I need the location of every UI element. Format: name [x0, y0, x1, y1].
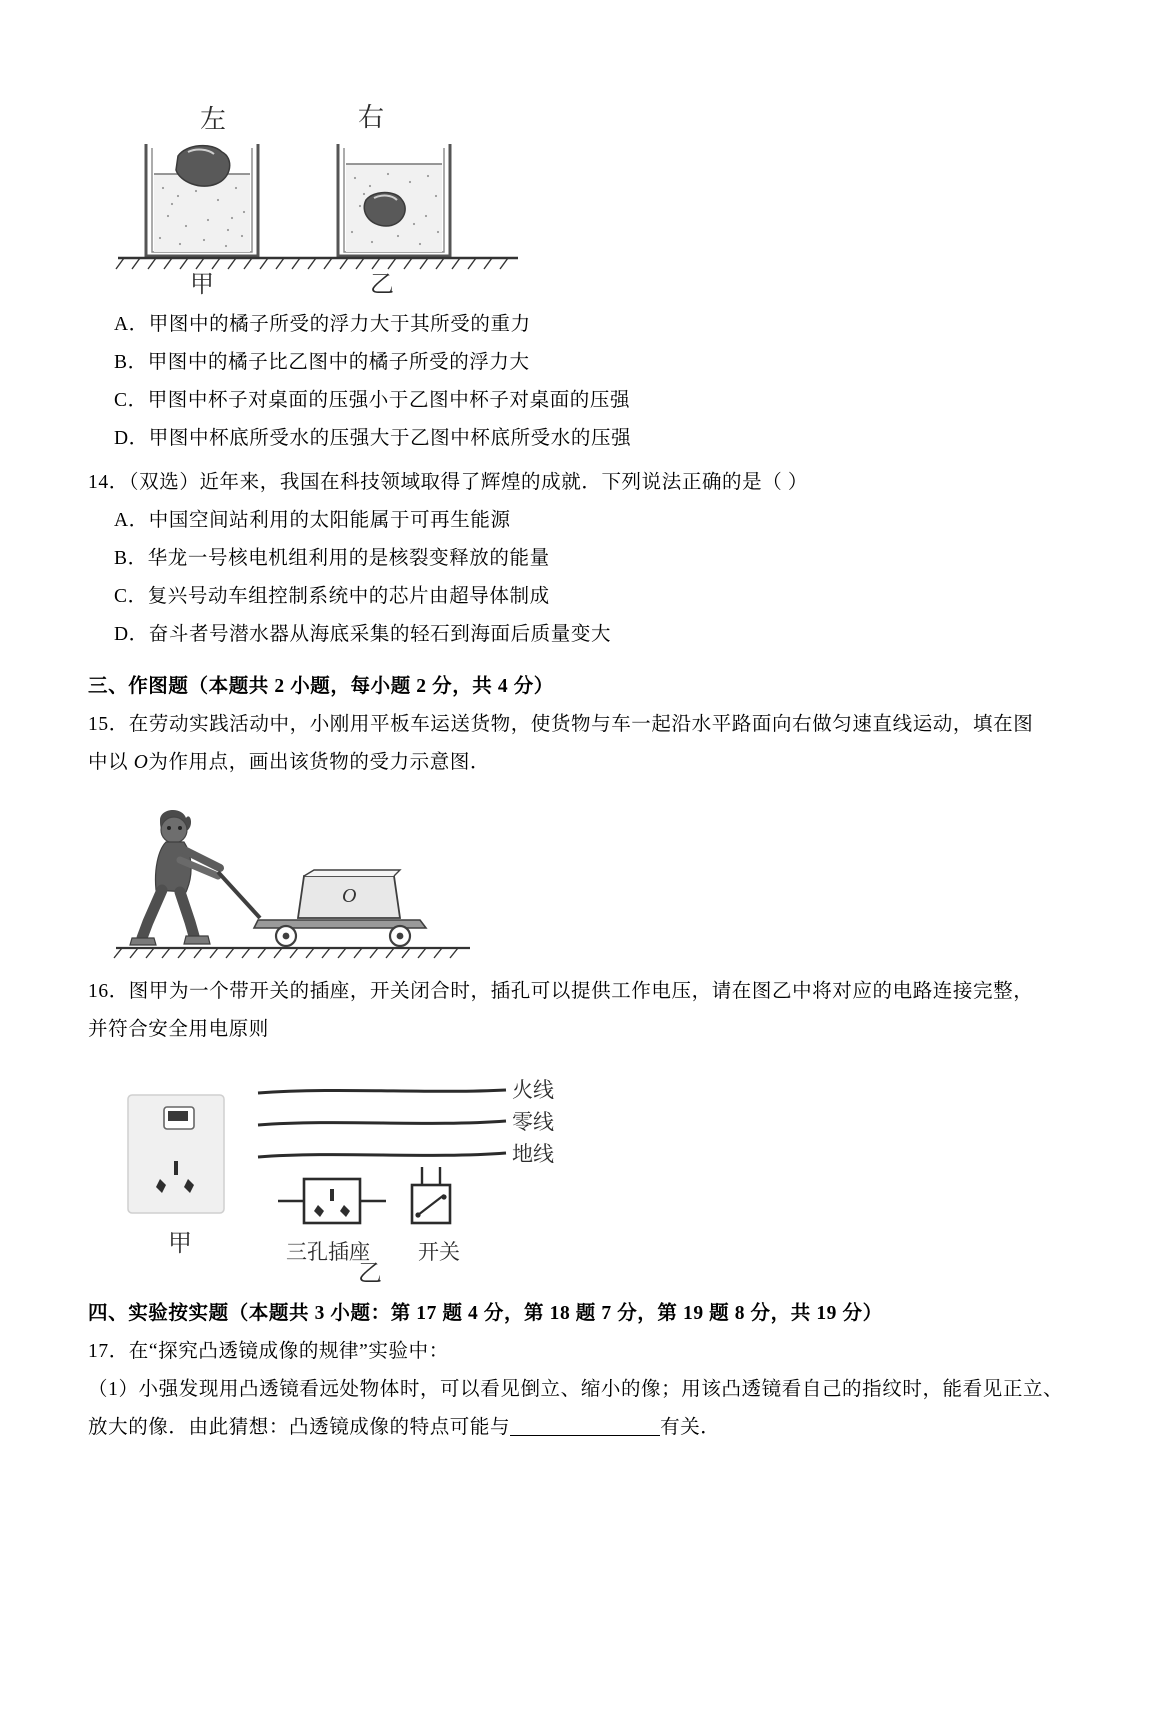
q17-sub1-text-before: 放大的像．由此猜想：凸透镜成像的特点可能与 [88, 1417, 511, 1438]
q14-option-d: D．奋斗者号潜水器从海底采集的轻石到海面后质量变大 [114, 624, 612, 645]
exam-page [0, 96, 1158, 1734]
figure3-label-yi: 乙 [358, 1261, 382, 1287]
q17-sub1-line2 [88, 1409, 1070, 1447]
svg-text:O: O [342, 885, 357, 907]
figure3-wire-ground-label: 地线 [512, 1142, 554, 1166]
q17-sub1-line1: （1）小强发现用凸透镜看远处物体时，可以看见倒立、缩小的像；用该凸透镜看自己的指纹时，能看见正立、 [88, 1379, 1064, 1400]
q14-option-a: A．中国空间站利用的太阳能属于可再生能源 [114, 510, 511, 531]
figure3-label-jia: 甲 [168, 1231, 192, 1257]
section-3-heading: 三、作图题（本题共 2 小题，每小题 2 分，共 4 分） [88, 676, 554, 697]
q14-stem: 14．（双选）近年来，我国在科技领域取得了辉煌的成就．下列说法正确的是（ ） [88, 472, 808, 493]
q14-option-c: C．复兴号动车组控制系统中的芯片由超导体制成 [114, 586, 550, 607]
q15-line2-part2: 为作用点，画出该货物的受力示意图． [148, 752, 491, 773]
figure1-label-yi: 乙 [370, 272, 394, 296]
q13-option-d: D．甲图中杯底所受水的压强大于乙图中杯底所受水的压强 [114, 428, 632, 449]
figure-boy-cart-svg [108, 798, 488, 968]
figure3-wire-live-label: 火线 [512, 1078, 554, 1102]
q14-option-b: B．华龙一号核电机组利用的是核裂变释放的能量 [114, 548, 550, 569]
figure1-label-right: 右 [358, 103, 385, 132]
q15-line-2 [88, 744, 1070, 782]
figure1-label-jia: 甲 [190, 272, 214, 296]
figure3-switch-label: 开关 [418, 1240, 460, 1264]
q17-stem: 17．在“探究凸透镜成像的规律”实验中： [88, 1341, 449, 1362]
figure3-socket-label: 三孔插座 [286, 1240, 370, 1264]
section-4-heading: 四、实验按实题（本题共 3 小题：第 17 题 4 分，第 18 题 7 分，第 19 题 8 分，共 19 分） [88, 1303, 883, 1324]
figure-socket-circuit [88, 1063, 1070, 1293]
q16-line-1: 16．图甲为一个带开关的插座，开关闭合时，插孔可以提供工作电压，请在图乙中将对应的电路连接完整， [88, 981, 1034, 1002]
figure1-label-left: 左 [200, 105, 227, 134]
figure-boy-cart [88, 798, 1070, 973]
q13-option-c: C．甲图中杯子对桌面的压强小于乙图中杯子对桌面的压强 [114, 390, 631, 411]
q13-option-a: A．甲图中的橘子所受的浮力大于其所受的重力 [114, 314, 531, 335]
figure3-wire-neutral-label: 零线 [512, 1110, 554, 1134]
q15-line2-part1: 中以 [88, 752, 134, 773]
q15-line-1: 15．在劳动实践活动中，小刚用平板车运送货物，使货物与车一起沿水平路面向右做匀速直线运动，填在图 [88, 714, 1034, 735]
q13-option-b: B．甲图中的橘子比乙图中的橘子所受的浮力大 [114, 352, 530, 373]
q16-line-2: 并符合安全用电原则 [88, 1019, 269, 1040]
figure-buoyancy-cups [88, 96, 1070, 306]
figure-buoyancy-cups-svg [108, 96, 528, 296]
figure-socket-circuit-svg [108, 1063, 628, 1288]
q15-point-label: O [133, 752, 149, 773]
q17-answer-blank[interactable] [510, 1415, 660, 1436]
q17-sub1-text-after: 有关． [660, 1417, 721, 1438]
